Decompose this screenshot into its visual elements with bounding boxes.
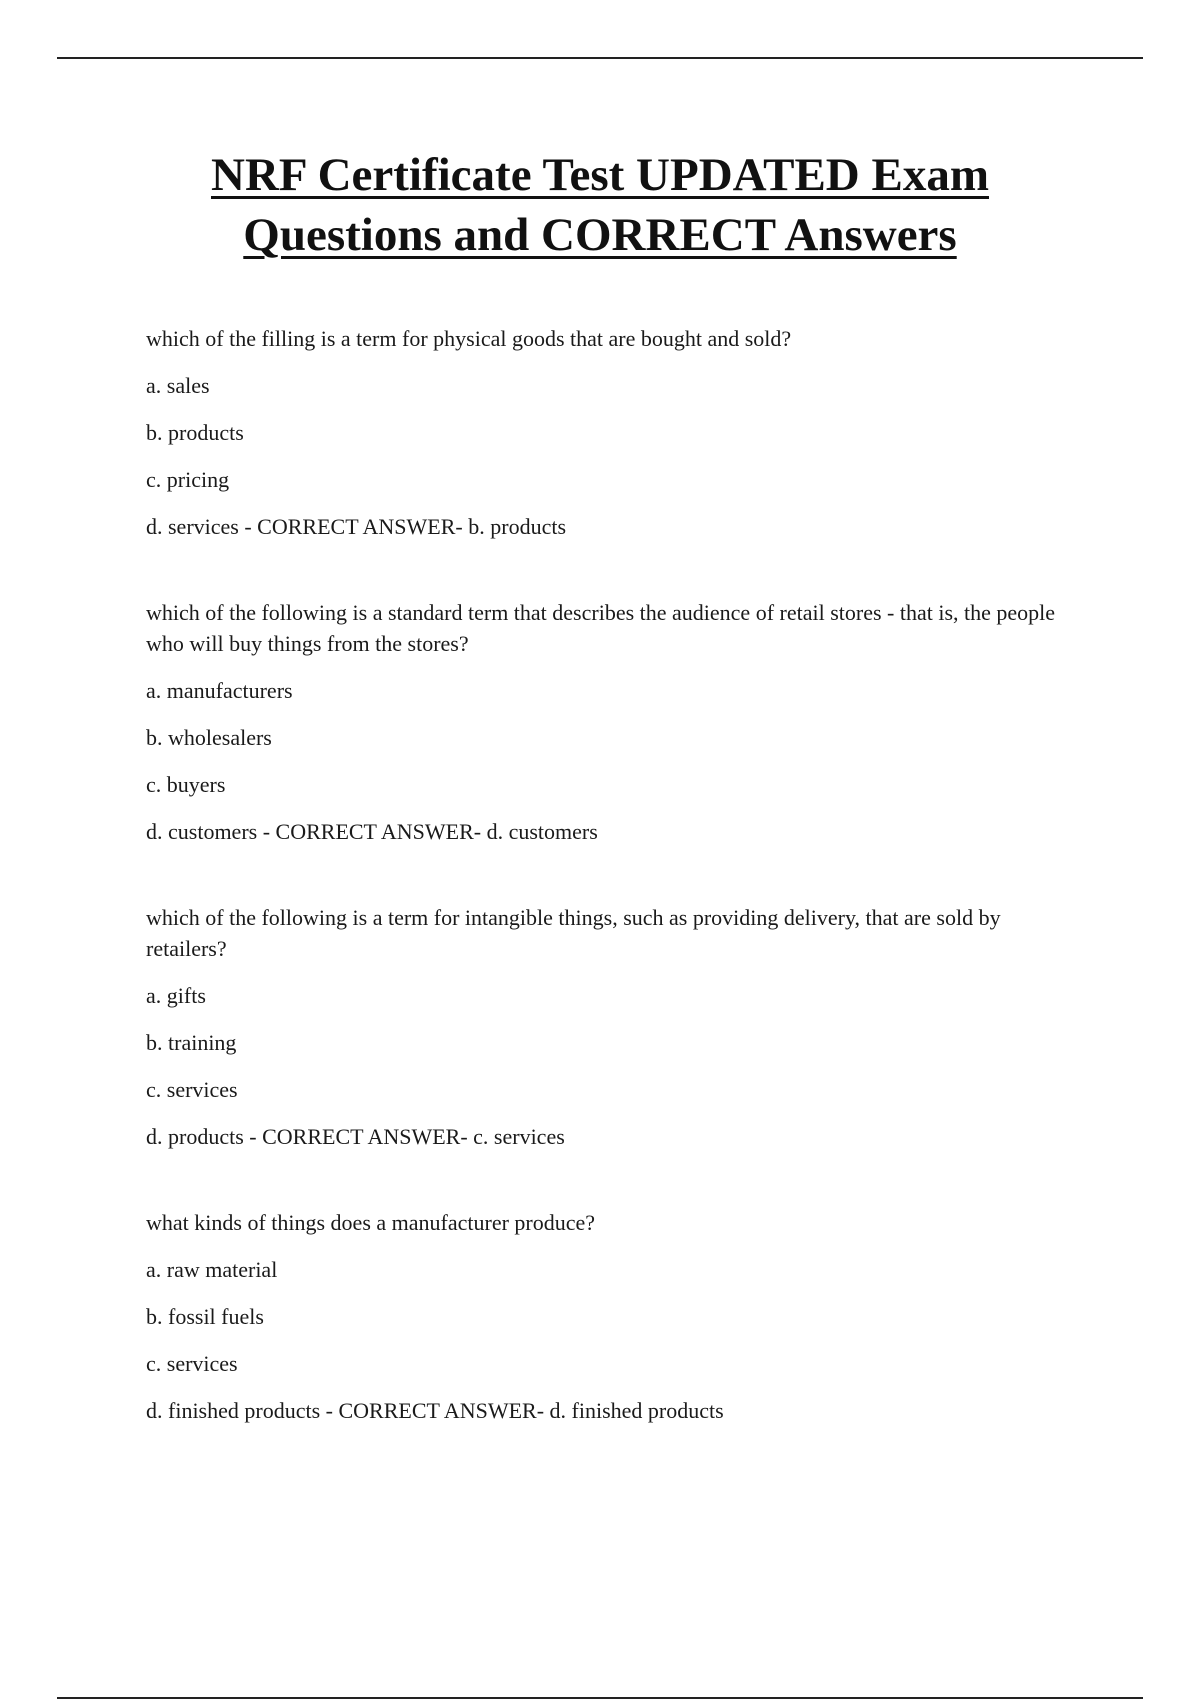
answer-option-b: b. wholesalers xyxy=(146,725,272,750)
bottom-rule xyxy=(57,1697,1143,1699)
question-block-3 xyxy=(146,902,1076,1152)
answer-option-c: c. pricing xyxy=(146,467,230,492)
question-block-1 xyxy=(146,323,1076,542)
answer-option-c: c. buyers xyxy=(146,772,226,797)
question-text: which of the following is a standard term that describes the audience of retail stores - that is, the people who will buy things from the stores? xyxy=(146,600,1056,656)
question-text: which of the following is a term for intangible things, such as providing delivery, that are sold by retailers? xyxy=(146,905,1001,961)
answer-option-a: a. sales xyxy=(146,373,210,398)
answer-option-c: c. services xyxy=(146,1351,238,1376)
answer-option-b: b. training xyxy=(146,1030,237,1055)
question-text: what kinds of things does a manufacturer produce? xyxy=(146,1210,596,1235)
question-text: which of the filling is a term for physical goods that are bought and sold? xyxy=(146,326,792,351)
answer-option-d-with-correct-answer: d. finished products - CORRECT ANSWER- d. finished products xyxy=(146,1398,724,1423)
title-line-2: Questions and CORRECT Answers xyxy=(243,209,957,261)
top-rule xyxy=(57,57,1143,59)
answer-option-d-with-correct-answer: d. customers - CORRECT ANSWER- d. customers xyxy=(146,819,598,844)
answer-option-a: a. gifts xyxy=(146,983,206,1008)
answer-option-d-with-correct-answer: d. products - CORRECT ANSWER- c. services xyxy=(146,1124,565,1149)
answer-option-a: a. raw material xyxy=(146,1257,278,1282)
question-block-2 xyxy=(146,597,1076,847)
question-block-4 xyxy=(146,1207,1076,1426)
answer-option-a: a. manufacturers xyxy=(146,678,293,703)
document-title xyxy=(100,145,1100,265)
question-list xyxy=(146,323,1076,1481)
answer-option-d-with-correct-answer: d. services - CORRECT ANSWER- b. products xyxy=(146,514,567,539)
answer-option-b: b. products xyxy=(146,420,244,445)
answer-option-b: b. fossil fuels xyxy=(146,1304,264,1329)
answer-option-c: c. services xyxy=(146,1077,238,1102)
title-line-1: NRF Certificate Test UPDATED Exam xyxy=(211,149,989,201)
